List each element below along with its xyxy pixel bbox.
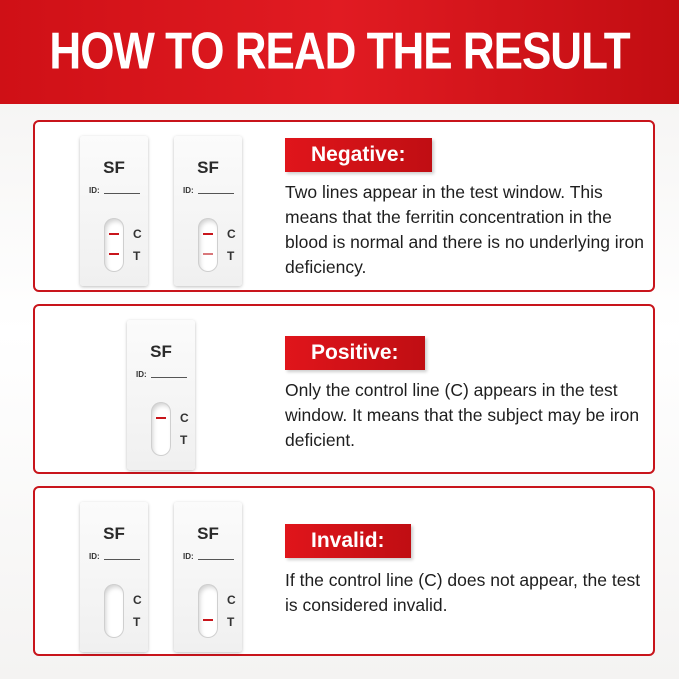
test-line <box>109 253 119 255</box>
invalid-description: If the control line (C) does not appear, the test is considered invalid. <box>285 570 641 615</box>
control-label: C <box>133 227 142 241</box>
control-label: C <box>227 593 236 607</box>
test-cassette <box>174 502 242 652</box>
control-label: C <box>180 411 189 425</box>
test-window <box>198 584 218 638</box>
invalid-badge: Invalid: <box>285 524 411 558</box>
positive-badge: Positive: <box>285 336 425 370</box>
cassette-id-line <box>104 559 140 560</box>
cassette-id-label: ID: <box>89 552 100 561</box>
cassette-id-label: ID: <box>89 186 100 195</box>
cassette-id-line <box>104 193 140 194</box>
cassette-id-label: ID: <box>183 186 194 195</box>
test-cassette <box>80 136 148 286</box>
control-label: C <box>227 227 236 241</box>
cassette-brand: SF <box>197 524 219 543</box>
cassette-id-line <box>151 377 187 378</box>
test-line <box>203 253 213 255</box>
test-window <box>104 218 124 272</box>
cassette-brand: SF <box>103 158 125 177</box>
control-label: C <box>133 593 142 607</box>
test-cassette <box>127 320 195 470</box>
control-line <box>203 233 213 235</box>
test-label: T <box>133 615 141 629</box>
page-title: HOW TO READ THE RESULT <box>49 22 630 81</box>
cassette-brand: SF <box>197 158 219 177</box>
test-window <box>104 584 124 638</box>
cassette-id-label: ID: <box>183 552 194 561</box>
header-banner <box>0 0 679 104</box>
control-line <box>109 233 119 235</box>
cassette-id-line <box>198 193 234 194</box>
cassette-id-line <box>198 559 234 560</box>
negative-panel <box>33 120 655 292</box>
cassette-id-label: ID: <box>136 370 147 379</box>
positive-description: Only the control line (C) appears in the test window. It means that the subject may be iron deficient. <box>285 380 640 450</box>
test-cassette <box>80 502 148 652</box>
test-window <box>151 402 171 456</box>
invalid-panel <box>33 486 655 656</box>
test-label: T <box>227 615 235 629</box>
test-line <box>203 619 213 621</box>
cassette-brand: SF <box>150 342 172 361</box>
positive-panel <box>33 304 655 474</box>
control-line <box>156 417 166 419</box>
test-label: T <box>133 249 141 263</box>
test-label: T <box>227 249 235 263</box>
test-label: T <box>180 433 188 447</box>
test-cassette <box>174 136 242 286</box>
test-window <box>198 218 218 272</box>
cassette-brand: SF <box>103 524 125 543</box>
negative-badge: Negative: <box>285 138 432 172</box>
negative-description: Two lines appear in the test window. This means that the ferritin concentration in the blood is normal and there is no underlying iron deficiency. <box>285 182 644 277</box>
